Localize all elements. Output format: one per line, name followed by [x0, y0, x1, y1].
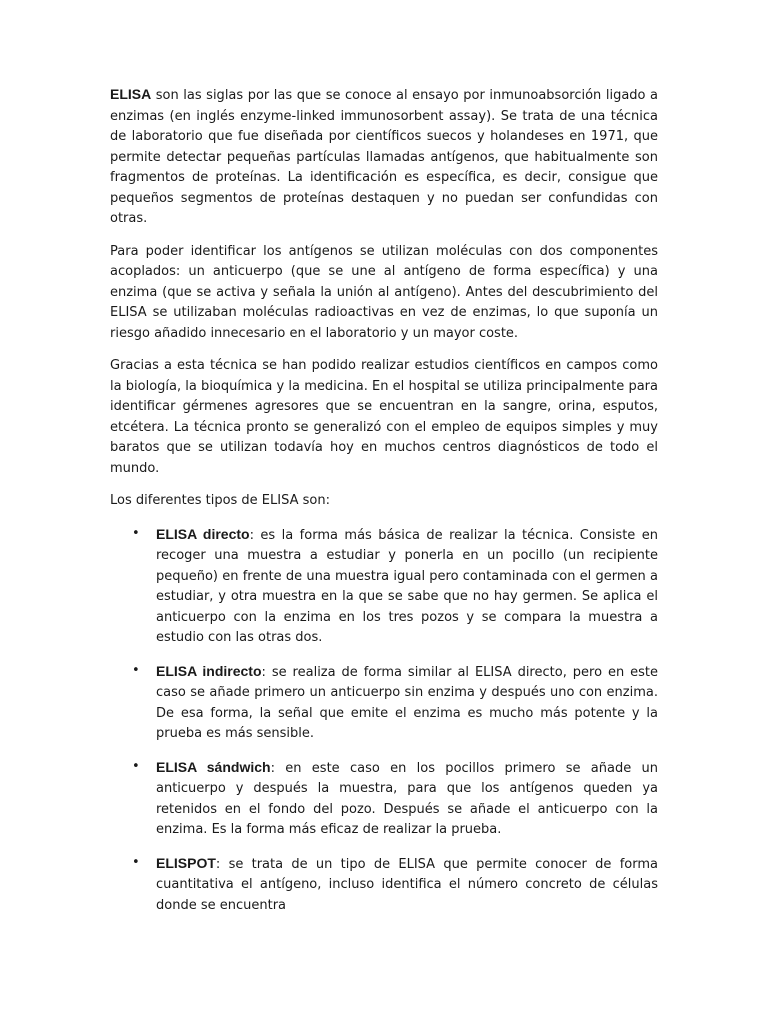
list-item-term: ELISA directo [156, 525, 250, 542]
list-item-term: ELISPOT [156, 854, 216, 871]
list-item-text: : se trata de un tipo de ELISA que permite conocer de forma cuantitativa el antígeno, incluso identifica el número concreto de células donde se encuentra [156, 856, 658, 913]
list-item-text: : en este caso en los pocillos primero se añade un anticuerpo y después la muestra, para que los antígenos queden ya retenidos en el fondo del pozo. Después se añade el anticuerpo con la enzima. Es la forma más eficaz de realizar la prueba. [156, 760, 659, 837]
bullet-icon: • [132, 854, 140, 870]
paragraph-applications: Gracias a esta técnica se han podido realizar estudios científicos en campos como la biología, la bioquímica y la medicina. En el hospital se utiliza principalmente para identificar gérmenes agresores que se encuentran en la sangre, orina, esputos, etcétera. La técnica pronto se generalizó con el empleo de equipos simples y muy baratos que se utilizan todavía hoy en muchos centros diagnósticos de todo el mundo. [110, 358, 658, 476]
list-item-text: : es la forma más básica de realizar la técnica. Consiste en recoger una muestra a estudiar y ponerla en un pocillo (un recipiente pequeño) en frente de una muestra igual pero contaminada con el germen a estudiar, y otra muestra en la que se sabe que no hay germen. Se aplica el anticuerpo con la enzima en los tres pozos y se compara la muestra a estudio con las otras dos. [156, 527, 658, 645]
list-item-term: ELISA sándwich [156, 758, 271, 775]
elisa-types-list [110, 524, 658, 917]
document-page [110, 84, 658, 928]
bullet-icon: • [132, 758, 140, 774]
list-item-elisa-directo [110, 524, 658, 649]
term-elisa: ELISA [110, 86, 152, 102]
paragraph-types-heading: Los diferentes tipos de ELISA son: [110, 493, 330, 508]
list-item-text: : se realiza de forma similar al ELISA directo, pero en este caso se añade primero un anticuerpo sin enzima y después uno con enzima. De esa forma, la señal que emite el enzima es mucho más potente y la prueba es más sensible. [156, 664, 658, 741]
paragraph-intro [110, 84, 658, 230]
bullet-icon: • [132, 662, 140, 678]
paragraph-intro-text: son las siglas por las que se conoce al ensayo por inmunoabsorción ligado a enzimas (en inglés enzyme-linked immunosorbent assay). Se trata de una técnica de laboratorio que fue diseñada por científicos suecos y holandeses en 1971, que permite detectar pequeñas partículas llamadas antígenos, que habitualmente son fragmentos de proteínas. La identificación es específica, es decir, consigue que pequeños segmentos de proteínas destaquen y no puedan ser confundidas con otras. [110, 88, 658, 226]
paragraph-components: Para poder identificar los antígenos se utilizan moléculas con dos componentes acoplados: un anticuerpo (que se une al antígeno de forma específica) y una enzima (que se activa y señala la unión al antígeno). Antes del descubrimiento del ELISA se utilizaban moléculas radioactivas en vez de enzimas, lo que suponía un riesgo añadido innecesario en el laboratorio y un mayor coste. [110, 243, 658, 341]
list-item-term: ELISA indirecto [156, 662, 262, 679]
list-item-elispot [110, 853, 658, 917]
list-item-elisa-sandwich [110, 757, 658, 841]
bullet-icon: • [132, 525, 140, 541]
list-item-elisa-indirecto [110, 661, 658, 745]
